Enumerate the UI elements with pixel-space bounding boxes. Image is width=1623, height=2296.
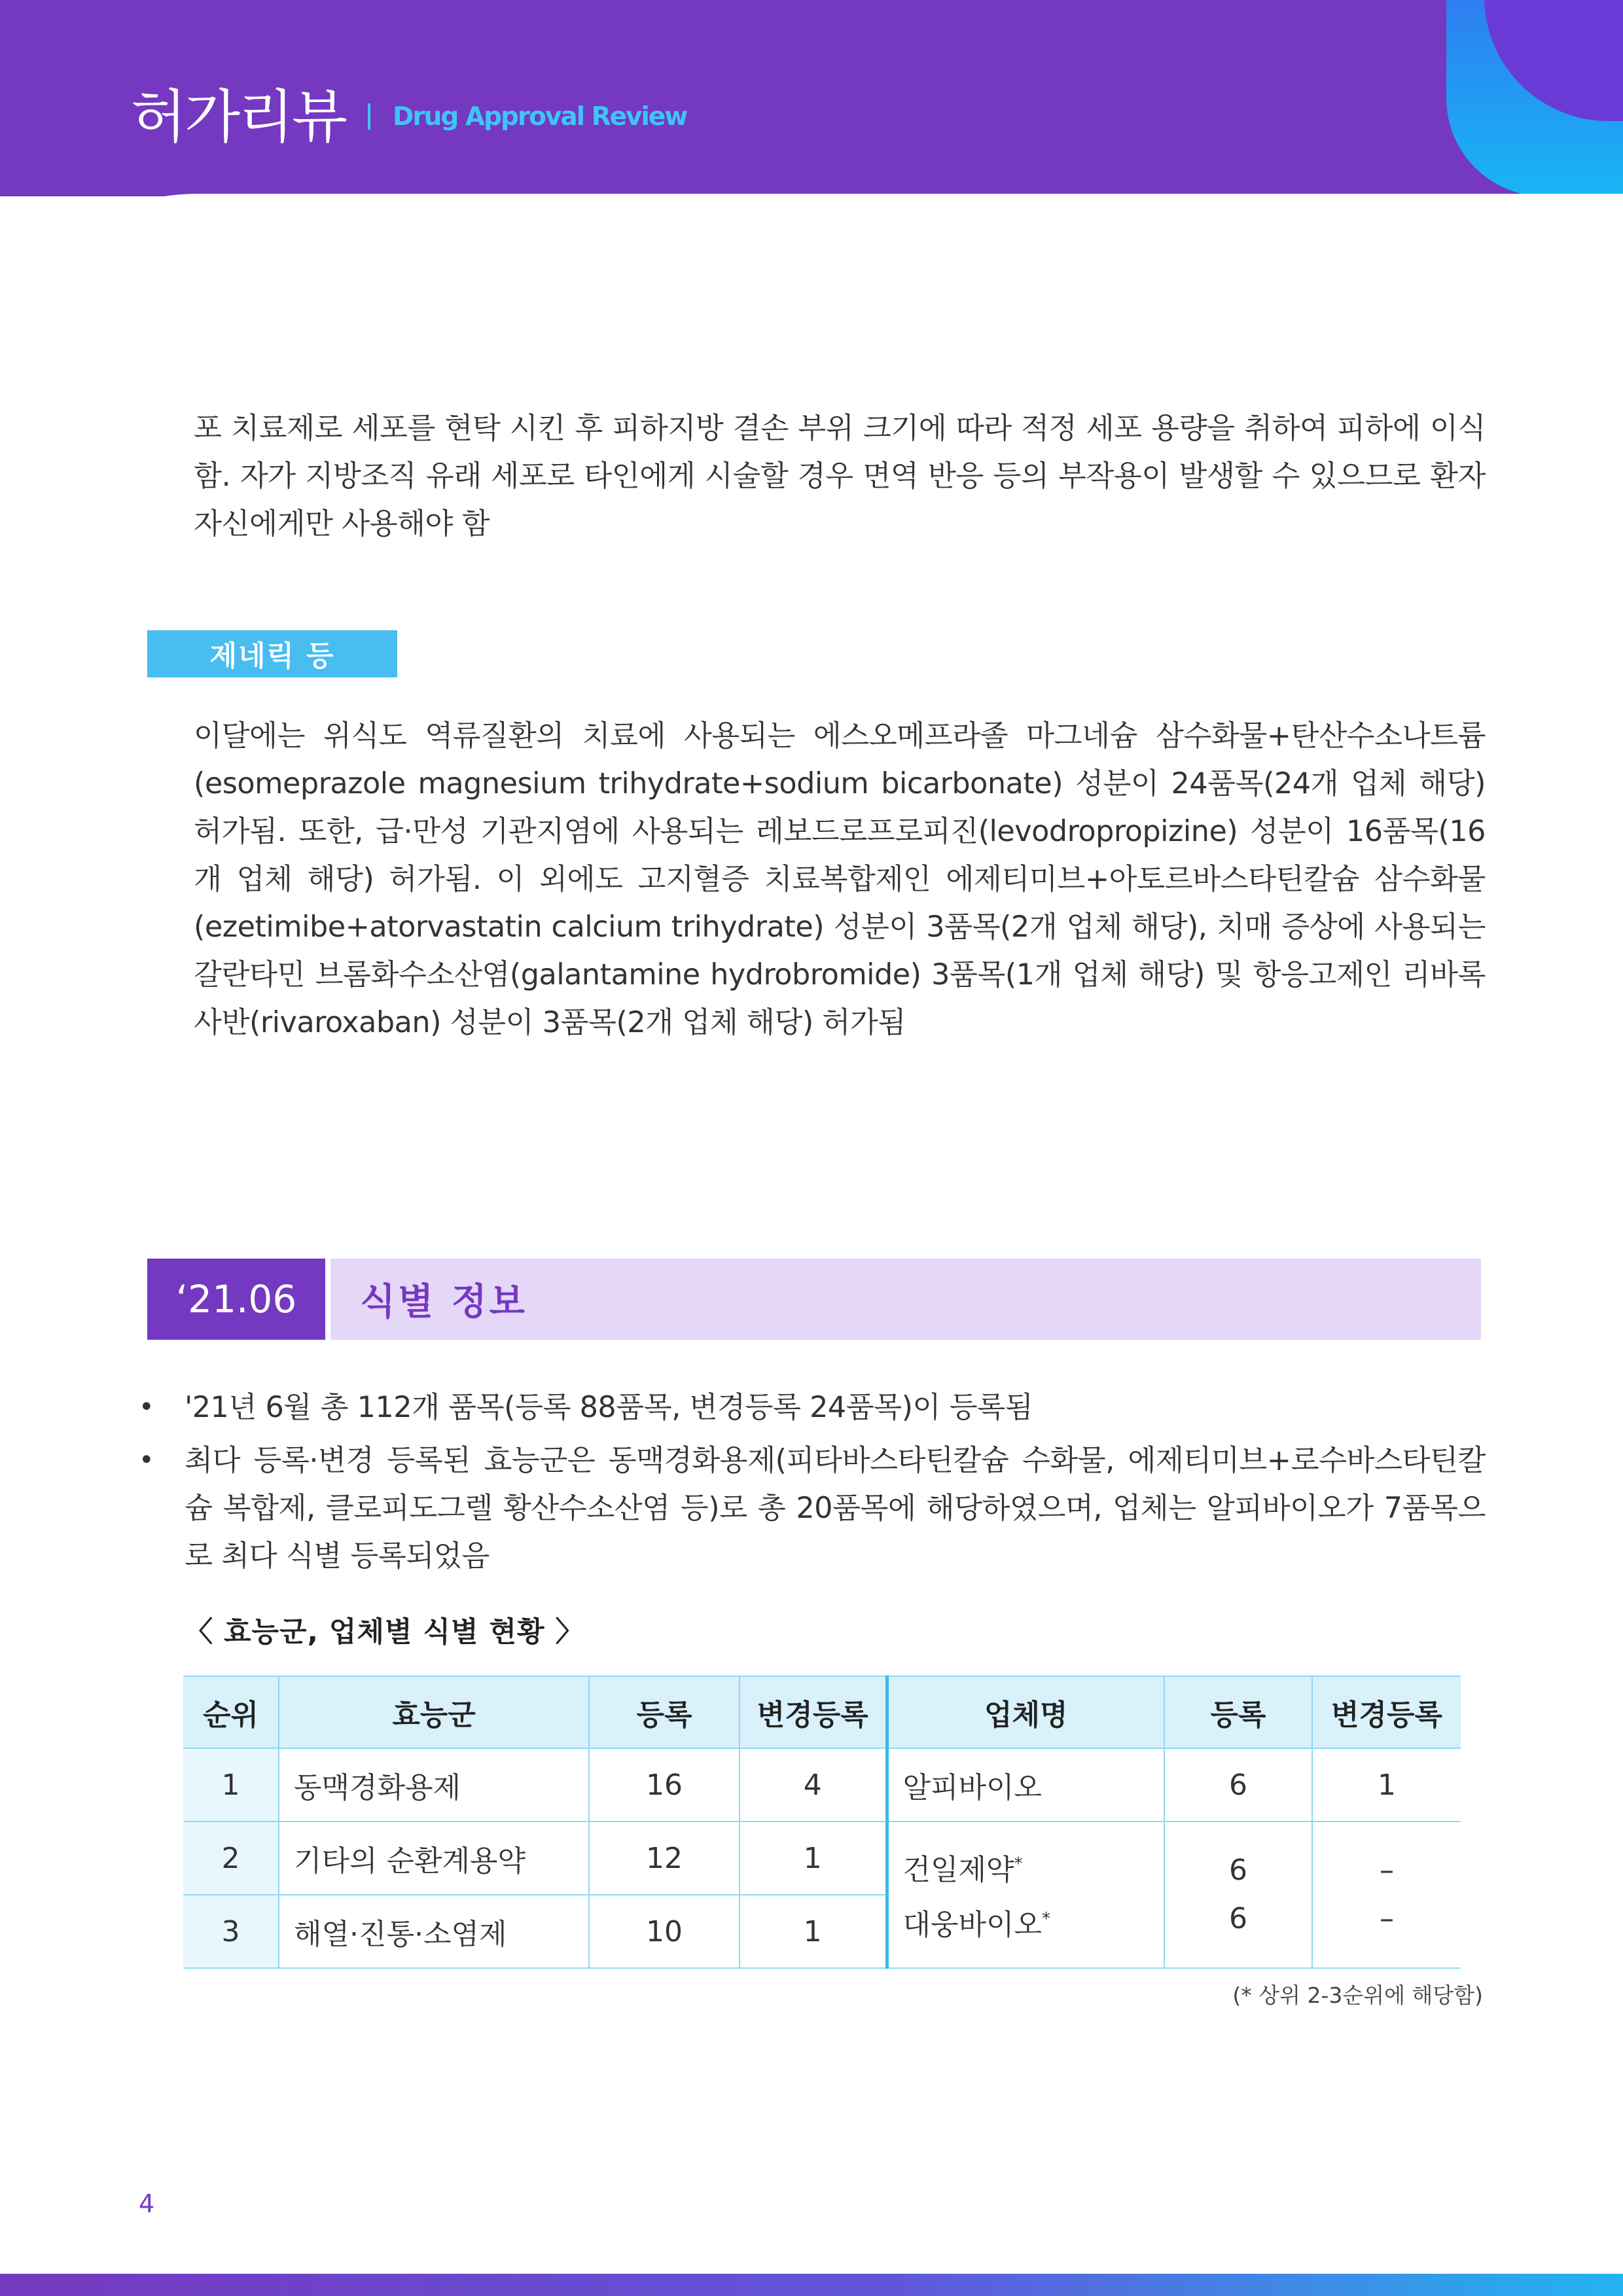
table-row [183, 1821, 1461, 1895]
cell-rank: 2 [183, 1821, 279, 1895]
section-date: ‘21.06 [147, 1259, 325, 1340]
cell-co-change-merged [1312, 1821, 1461, 1968]
title-korean: 허가리뷰 [131, 83, 346, 151]
page-number: 4 [139, 2189, 155, 2218]
bullet-dot: • [139, 1445, 154, 1475]
company-mark: * [1042, 1909, 1051, 1929]
header-group: 효능군 [279, 1676, 589, 1748]
cell-change: 4 [740, 1748, 887, 1821]
header-reg: 등록 [589, 1676, 740, 1748]
cell-company-merged [887, 1821, 1164, 1968]
identification-table [183, 1676, 1461, 1969]
company-mark: * [1014, 1854, 1023, 1874]
header-co-reg: 등록 [1164, 1676, 1312, 1748]
title-separator [368, 103, 370, 130]
table-footnote: (* 상위 2-3순위에 해당함) [1232, 1982, 1483, 2008]
title-english: Drug Approval Review [393, 101, 687, 132]
co-reg-value: 6 [1229, 1854, 1247, 1887]
company-name: 건일제약 [902, 1854, 1014, 1887]
company-name: 대웅바이오 [902, 1908, 1043, 1942]
cell-group: 기타의 순환계용약 [279, 1821, 589, 1895]
table-row [183, 1748, 1461, 1821]
bullet-text: 최다 등록·변경 등록된 효능군은 동맥경화용제(피타바스타틴칼슘 수화물, 에제티미브+로수바스타틴칼슘 복합제, 클로피도그렐 황산수소산염 등)로 총 20품목에 해당하였으며, 업체는 알피바이오가 7품목으로 최다 식별 등록되었음 [185, 1444, 1486, 1573]
header-rank: 순위 [183, 1676, 279, 1748]
bullet-item [131, 1437, 1486, 1580]
cell-rank: 1 [183, 1748, 279, 1821]
company-line [903, 1840, 1164, 1895]
bottom-gradient-bar [0, 2274, 1623, 2296]
co-change-value: – [1380, 1854, 1394, 1887]
bullet-dot: • [139, 1392, 154, 1422]
company-line [903, 1895, 1164, 1950]
cell-reg: 12 [589, 1821, 740, 1895]
intro-paragraph: 포 치료제로 세포를 현탁 시킨 후 피하지방 결손 부위 크기에 따라 적정 세포 용량을 취하여 피하에 이식함. 자가 지방조직 유래 세포로 타인에게 시술할 경우 면역 반응 등의 부작용이 발생할 수 있으므로 환자 자신에게만 사용해야 함 [194, 412, 1486, 541]
cell-rank: 3 [183, 1895, 279, 1968]
table-header-row [183, 1676, 1461, 1748]
bullet-item [131, 1384, 1486, 1431]
header-co-change: 변경등록 [1312, 1676, 1461, 1748]
header-title [131, 73, 687, 152]
cell-change: 1 [740, 1895, 887, 1968]
cell-co-reg-merged [1164, 1821, 1312, 1968]
cell-group: 해열·진통·소염제 [279, 1895, 589, 1968]
company-name: 알피바이오 [902, 1771, 1043, 1804]
cell-reg: 16 [589, 1748, 740, 1821]
generic-paragraph: 이달에는 위식도 역류질환의 치료에 사용되는 에스오메프라졸 마그네슘 삼수화물+탄산수소나트륨(esomeprazole magnesium trihydrate+sodium bicarbonate) 성분이 24품목(24개 업체 해당) 허가됨. 또한, 급·만성 기관지염에 사용되는 레보드로프로피진(levodropropizine) 성분이 16품목(16개 업체 해당) 허가됨. 이 외에도 고지혈증 치료복합제인 에제티미브+아토르바스타틴칼슘 삼수화물(ezetimibe+atorvastatin calcium trihydrate) 성분이 3품목(2개 업체 해당), 치매 증상에 사용되는 갈란타민 브롬화수소산염(galantamine hydrobromide) 3품목(1개 업체 해당) 및 항응고제인 리바록사반(rivaroxaban) 성분이 3품목(2개 업체 해당) 허가됨 [194, 719, 1486, 1039]
bullet-list [131, 1384, 1486, 1585]
generic-tag: 제네릭 등 [147, 630, 397, 677]
section-title: 식별 정보 [330, 1259, 1481, 1340]
cell-group: 동맥경화용제 [279, 1748, 589, 1821]
cell-change: 1 [740, 1821, 887, 1895]
cell-reg: 10 [589, 1895, 740, 1968]
header-change: 변경등록 [740, 1676, 887, 1748]
cell-company [887, 1748, 1164, 1821]
co-reg-value: 6 [1229, 1902, 1247, 1935]
co-change-value: – [1380, 1902, 1394, 1935]
cell-co-change: 1 [1312, 1748, 1461, 1821]
cell-co-reg: 6 [1164, 1748, 1312, 1821]
bullet-text: '21년 6월 총 112개 품목(등록 88품목, 변경등록 24품목)이 등록됨 [185, 1391, 1033, 1424]
table-caption: 〈 효능군, 업체별 식별 현황 〉 [185, 1616, 584, 1649]
header-company: 업체명 [887, 1676, 1164, 1748]
